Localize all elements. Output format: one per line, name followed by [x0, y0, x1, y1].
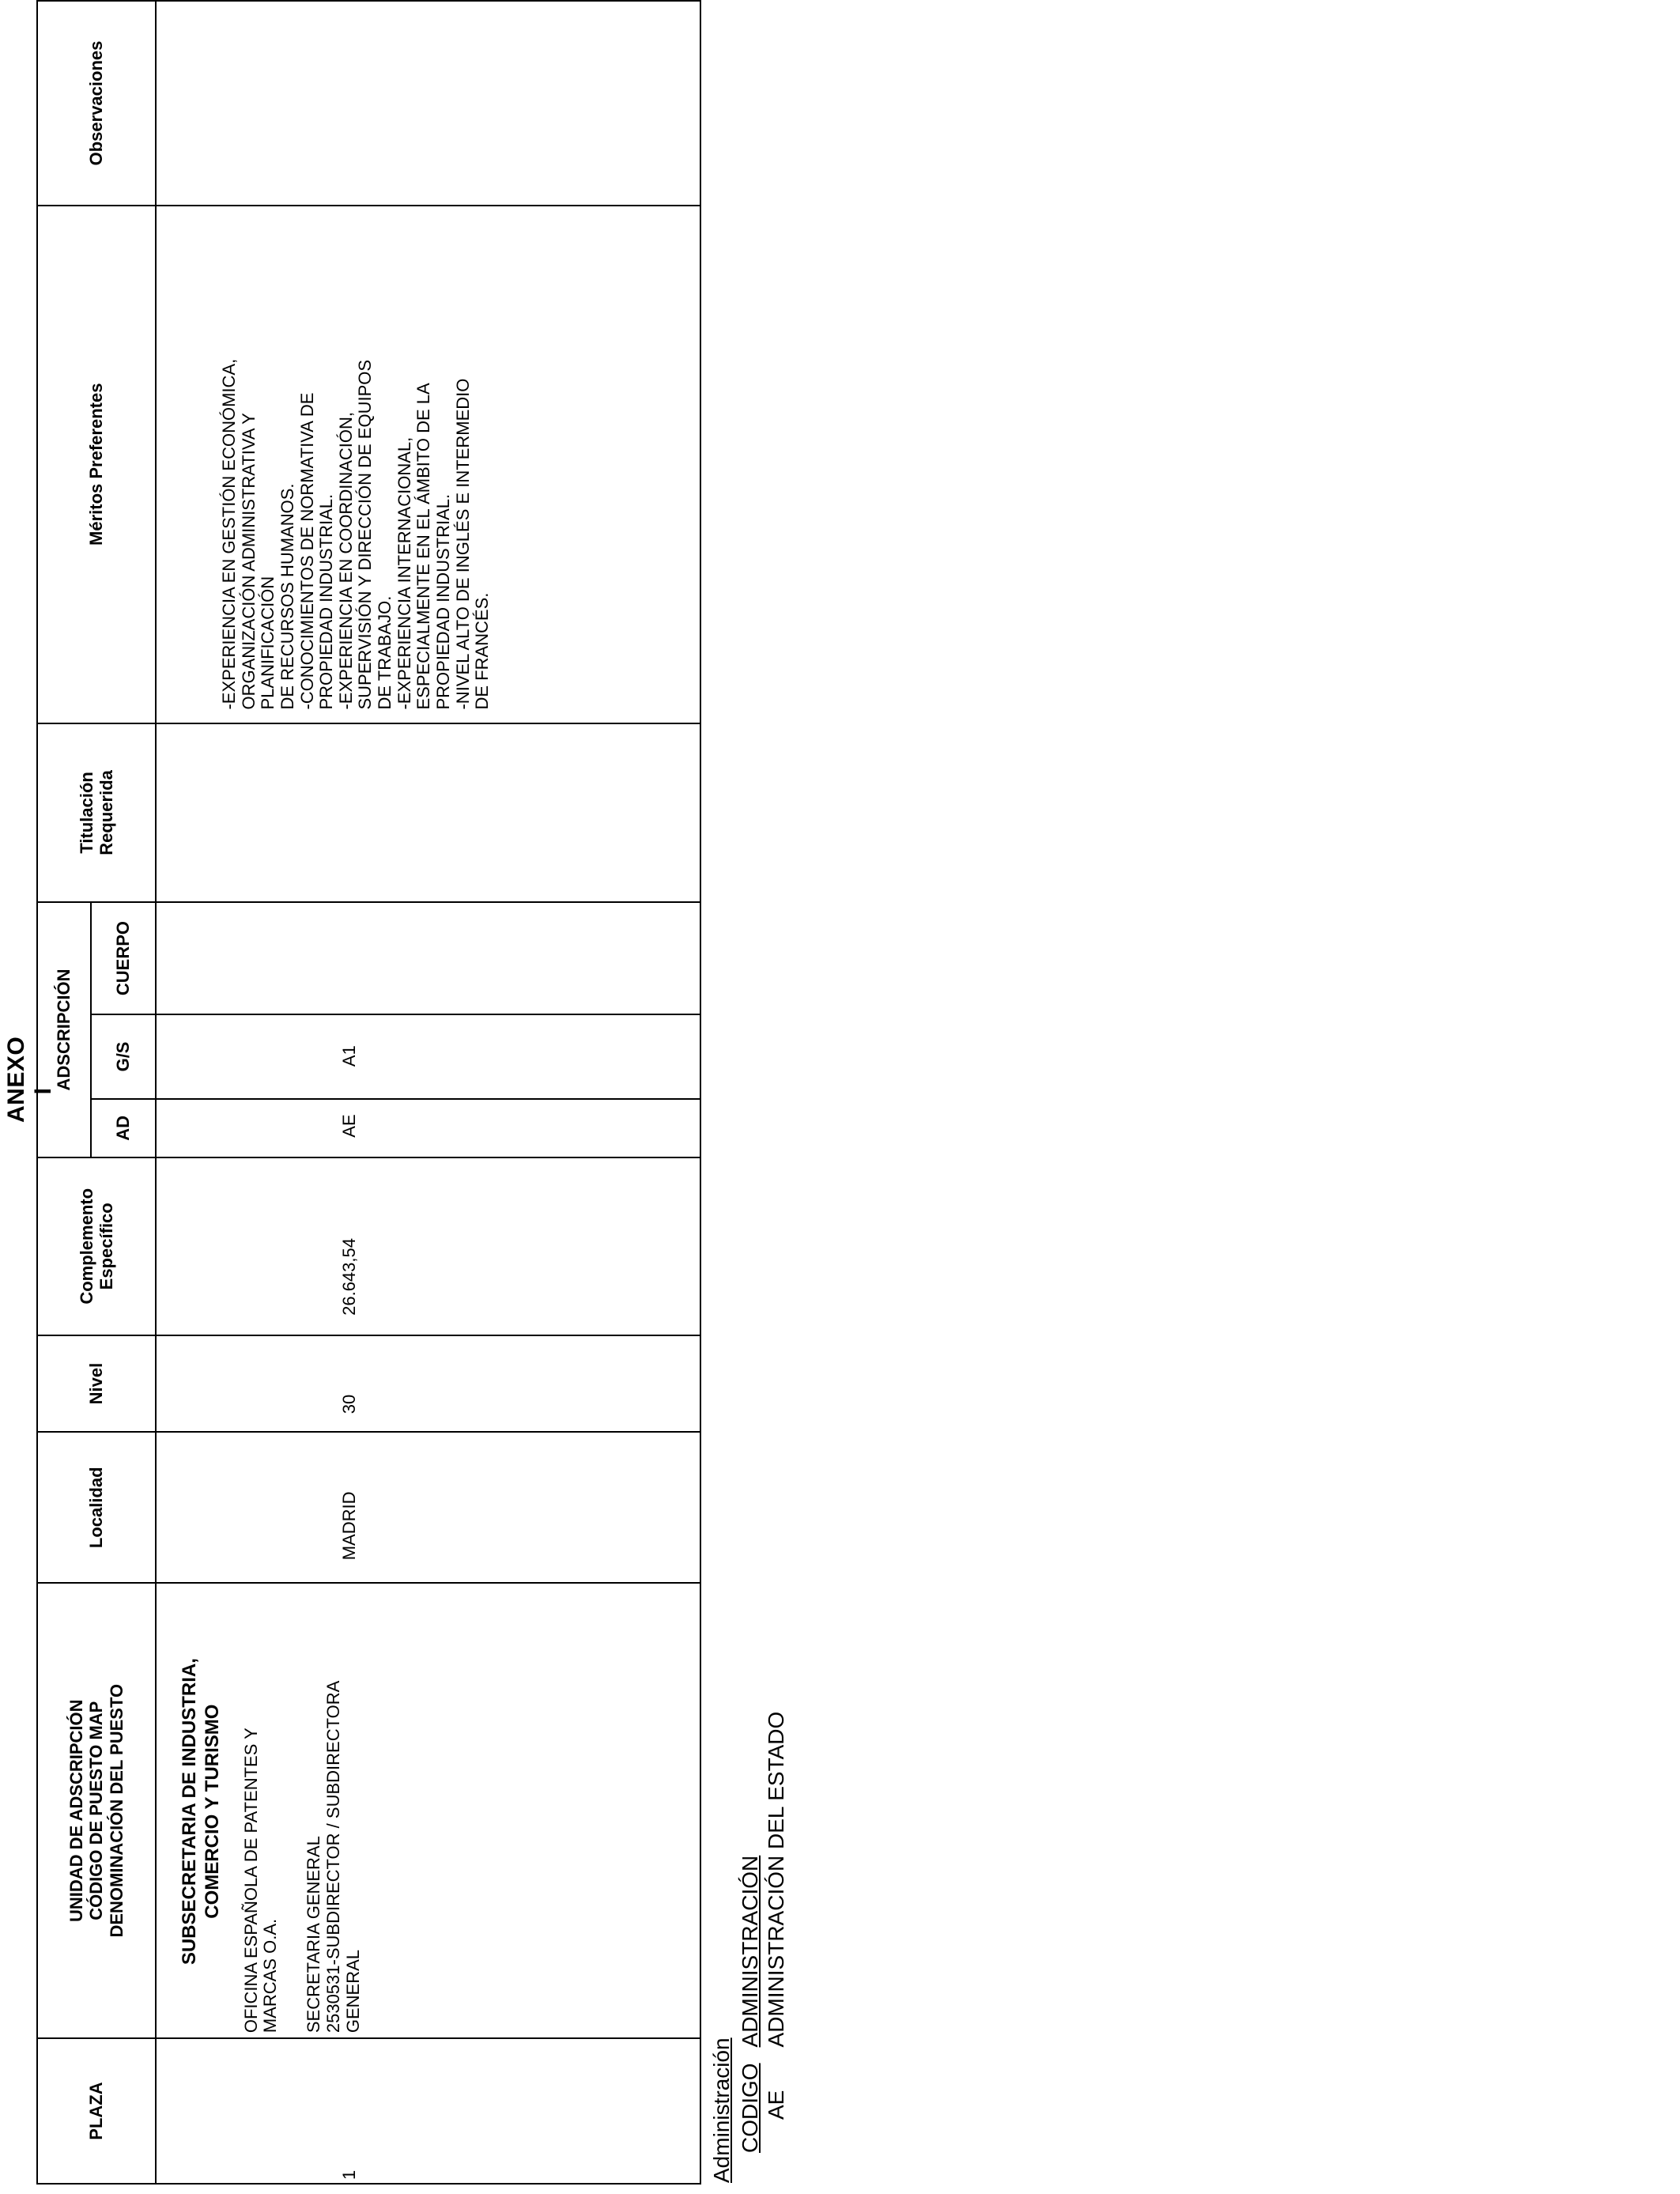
cell-meritos [156, 206, 700, 723]
header-complemento-line1: Complemento [76, 1188, 96, 1305]
administration-legend [708, 1707, 790, 2183]
cell-ad [156, 1099, 700, 1157]
secretaria-text: SECRETARIA GENERAL [304, 1836, 324, 2034]
cell-plaza [156, 2038, 700, 2184]
plaza-value: 1 [339, 2169, 359, 2180]
cell-localidad [156, 1432, 700, 1583]
header-adscripcion: ADSCRIPCIÓN [37, 902, 91, 1157]
header-meritos: Méritos Preferentes [37, 206, 156, 723]
header-localidad: Localidad [37, 1432, 156, 1583]
annex-title: ANEXO I [3, 1036, 56, 1123]
subsecretaria-text: SUBSECRETARIA DE INDUSTRIA, COMERCIO Y TURISMO [179, 1658, 223, 1966]
legend-col-admin: ADMINISTRACIÓN [737, 1855, 762, 2048]
table-row [156, 1, 700, 2184]
header-titulacion-line2: Requerida [96, 770, 116, 855]
legend-row [763, 1707, 790, 2153]
header-unidad-line1: UNIDAD DE ADSCRIPCIÓN [66, 1699, 87, 1922]
cell-observaciones [156, 1, 700, 206]
header-complemento-line2: Específico [96, 1203, 116, 1290]
header-unidad-line3: DENOMINACIÓN DEL PUESTO [106, 1683, 126, 1938]
cell-unidad [156, 1583, 700, 2038]
ad-value: AE [339, 1114, 359, 1138]
cell-gs [156, 1014, 700, 1099]
cell-nivel [156, 1335, 700, 1432]
header-gs: G/S [91, 1014, 156, 1099]
header-row-1 [37, 1, 91, 2184]
puesto-text: 2530531-SUBDIRECTOR / SUBDIRECTORA GENERAL [323, 1680, 364, 2034]
header-complemento [37, 1157, 156, 1335]
cell-titulacion [156, 723, 700, 903]
legend-title: Administración [709, 2037, 734, 2183]
header-ad: AD [91, 1099, 156, 1157]
meritos-text: -EXPERIENCIA EN GESTIÓN ECONÓMICA, ORGANIZACIÓN ADMINISTRATIVA Y PLANIFICACIÓN DE RECURSOS HUMANOS. -CONOCIMIENTOS DE NORMATIVA DE PROPIEDAD INDUSTRIAL. -EXPERIENCIA EN COORDINACIÓN, SUPERVISIÓN Y DIRECCIÓN DE EQUIPOS DE TRABAJO. -EXPERIENCIA INTERNACIONAL, ESPECIALMENTE EN EL ÁMBITO DE LA PROPIEDAD INDUSTRIAL. -NIVEL ALTO DE INGLÉS E INTERMEDIO DE FRANCÉS. [219, 358, 493, 710]
header-unidad-line2: CÓDIGO DE PUESTO MAP [86, 1701, 107, 1920]
header-observaciones: Observaciones [37, 1, 156, 206]
localidad-value: MADRID [339, 1491, 359, 1561]
legend-table [737, 1707, 790, 2153]
legend-codigo-value: AE [764, 2090, 789, 2120]
cell-complemento [156, 1157, 700, 1335]
legend-header-row [737, 1707, 764, 2153]
complemento-value: 26.643,54 [339, 1238, 359, 1316]
oficina-text: OFICINA ESPAÑOLA DE PATENTES Y MARCAS O.A. [240, 1728, 281, 2034]
header-nivel: Nivel [37, 1335, 156, 1432]
positions-table [36, 0, 701, 2185]
header-titulacion-line1: Titulación [76, 772, 96, 854]
nivel-value: 30 [339, 1394, 359, 1414]
legend-col-codigo: CODIGO [737, 2063, 762, 2153]
cell-cuerpo [156, 902, 700, 1014]
gs-value: A1 [339, 1045, 359, 1067]
header-unidad [37, 1583, 156, 2038]
unidad-content [179, 1590, 364, 2033]
header-cuerpo: CUERPO [91, 902, 156, 1014]
header-plaza: PLAZA [37, 2038, 156, 2184]
legend-admin-value: ADMINISTRACIÓN DEL ESTADO [764, 1711, 789, 2048]
header-titulacion [37, 723, 156, 903]
